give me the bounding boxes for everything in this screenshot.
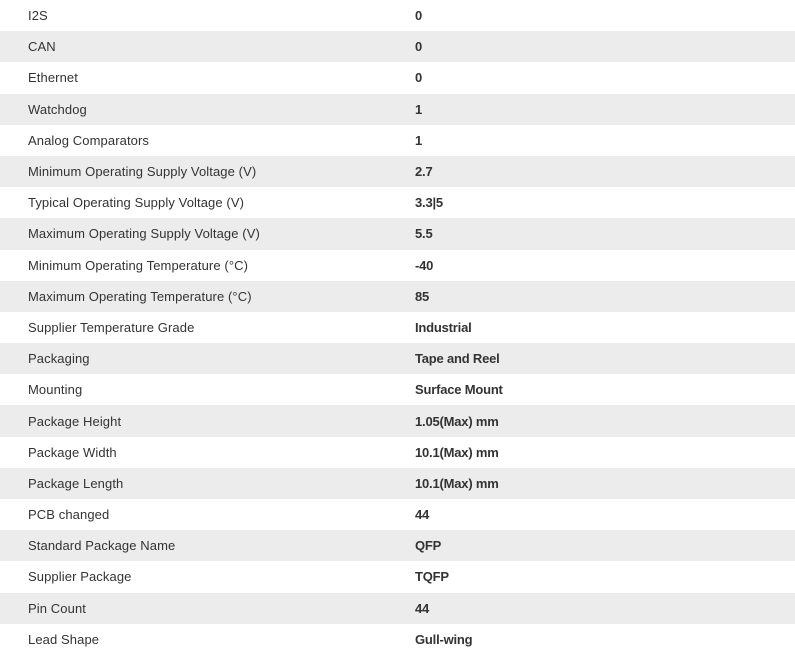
spec-value: 10.1(Max) mm: [415, 475, 499, 491]
spec-value: QFP: [415, 538, 442, 554]
table-row: [0, 593, 795, 624]
spec-value: 3.3|5: [415, 195, 443, 211]
table-row: [0, 250, 795, 281]
table-row: [0, 281, 795, 312]
spec-value: Gull-wing: [415, 631, 473, 647]
spec-label: Supplier Temperature Grade: [28, 319, 195, 335]
spec-value: 1.05(Max) mm: [415, 413, 499, 429]
spec-value: Surface Mount: [415, 382, 503, 398]
spec-label: I2S: [28, 8, 48, 24]
spec-label: Maximum Operating Temperature (°C): [28, 288, 252, 304]
spec-label: Pin Count: [28, 600, 86, 616]
table-row: [0, 405, 795, 436]
spec-label: Standard Package Name: [28, 538, 176, 554]
table-row: [0, 530, 795, 561]
table-row: [0, 624, 795, 655]
spec-value: 5.5: [415, 226, 433, 242]
spec-label: Maximum Operating Supply Voltage (V): [28, 226, 260, 242]
spec-label: Minimum Operating Temperature (°C): [28, 257, 249, 273]
spec-label: Ethernet: [28, 70, 78, 86]
spec-label: Packaging: [28, 351, 90, 367]
spec-label: Supplier Package: [28, 569, 132, 585]
spec-value: Tape and Reel: [415, 351, 500, 367]
spec-label: CAN: [28, 39, 56, 55]
spec-label: Mounting: [28, 382, 83, 398]
spec-value: 10.1(Max) mm: [415, 444, 499, 460]
spec-label: Watchdog: [28, 101, 87, 117]
spec-value: 1: [415, 101, 423, 117]
spec-label: Typical Operating Supply Voltage (V): [28, 195, 245, 211]
spec-value: Industrial: [415, 319, 472, 335]
table-row: [0, 561, 795, 592]
table-row: [0, 31, 795, 62]
table-row: [0, 468, 795, 499]
table-row: [0, 343, 795, 374]
table-row: [0, 156, 795, 187]
spec-value: 0: [415, 8, 423, 24]
spec-label: PCB changed: [28, 507, 110, 523]
table-row: [0, 312, 795, 343]
spec-value: 2.7: [415, 164, 433, 180]
table-row: [0, 94, 795, 125]
spec-value: 44: [415, 507, 430, 523]
spec-label: Package Height: [28, 413, 122, 429]
spec-label: Minimum Operating Supply Voltage (V): [28, 164, 257, 180]
table-row: [0, 499, 795, 530]
spec-label: Lead Shape: [28, 631, 100, 647]
spec-value: 85: [415, 288, 430, 304]
table-row: [0, 218, 795, 249]
table-row: [0, 374, 795, 405]
table-row: [0, 187, 795, 218]
spec-value: 0: [415, 70, 423, 86]
table-row: [0, 125, 795, 156]
spec-label: Analog Comparators: [28, 132, 150, 148]
spec-value: -40: [415, 257, 434, 273]
spec-value: 1: [415, 132, 423, 148]
table-row: [0, 437, 795, 468]
table-row: [0, 62, 795, 93]
spec-label: Package Length: [28, 475, 124, 491]
table-row: [0, 0, 795, 31]
spec-label: Package Width: [28, 444, 117, 460]
spec-value: 44: [415, 600, 430, 616]
spec-value: 0: [415, 39, 423, 55]
spec-value: TQFP: [415, 569, 449, 585]
